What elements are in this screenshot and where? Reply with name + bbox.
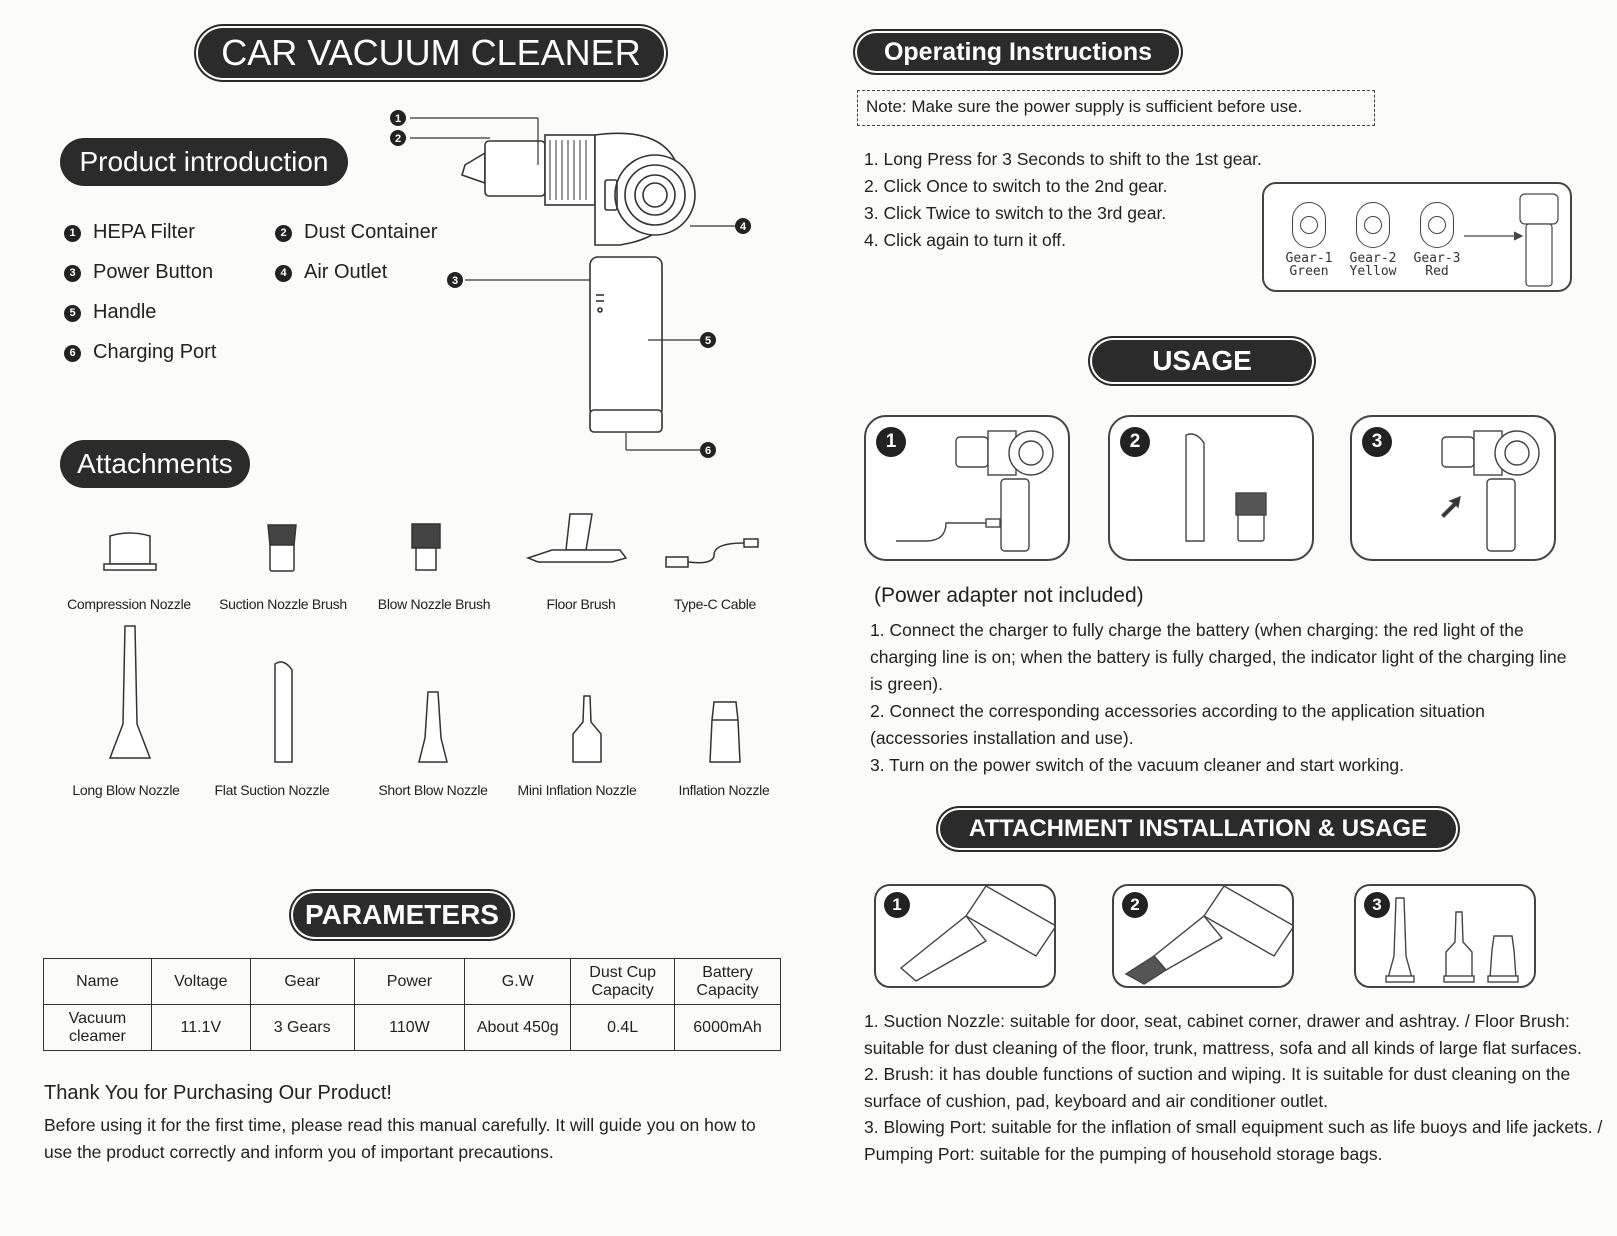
step-badge: 3 xyxy=(1364,892,1390,918)
list-item: 3. Click Twice to switch to the 3rd gear. xyxy=(864,203,1167,223)
step-badge: 1 xyxy=(876,427,906,457)
short-blow-nozzle-icon xyxy=(417,690,449,765)
long-blow-nozzle-icon xyxy=(108,624,152,764)
type-c-cable-icon xyxy=(664,535,764,575)
part-label: Air Outlet xyxy=(304,261,388,283)
flat-suction-nozzle-icon xyxy=(272,660,296,765)
gear-label: Gear-2 Yellow xyxy=(1349,251,1397,279)
power-icon xyxy=(1428,216,1446,234)
vacuum-charging-icon xyxy=(886,423,1066,557)
attachment-label: Floor Brush xyxy=(546,596,616,612)
power-icon xyxy=(1364,216,1382,234)
part-label: HEPA Filter xyxy=(93,221,195,243)
usage-note: (Power adapter not included) xyxy=(874,584,1144,607)
table-header-cell: Power xyxy=(354,959,465,1005)
parts-row xyxy=(64,212,437,252)
power-icon xyxy=(1300,216,1318,234)
mini-inflation-nozzle-icon xyxy=(569,694,605,766)
list-item: 2. Brush: it has double functions of suction and wiping. It is suitable for dust cleaning on the surface of cushion, pad, keyboard and air conditioner outlet. xyxy=(864,1064,1571,1111)
note-box xyxy=(857,90,1375,126)
thanks-heading: Thank You for Purchasing Our Product! xyxy=(44,1082,392,1104)
attach-usage-text xyxy=(864,1008,1604,1167)
attachment-label: Compression Nozzle xyxy=(67,596,191,612)
usage-step-1-box xyxy=(864,415,1070,561)
main-title: CAR VACUUM CLEANER xyxy=(198,28,664,78)
note-text: Note: Make sure the power supply is sufficient before use. xyxy=(866,97,1303,116)
part-number: 4 xyxy=(275,265,292,282)
parts-row xyxy=(64,252,437,292)
step-badge: 1 xyxy=(884,892,910,918)
usage-step-2-box xyxy=(1108,415,1314,561)
list-item: 1. Connect the charger to fully charge the battery (when charging: the red light of the charging line is on; when the battery is fully charged, the indicator light of the charging line is green). xyxy=(870,620,1567,694)
table-cell: 0.4L xyxy=(571,1005,675,1051)
parts-row xyxy=(64,332,437,372)
nozzle-install-icon xyxy=(876,886,1056,988)
table-header-cell: Gear xyxy=(250,959,354,1005)
list-item: 1. Long Press for 3 Seconds to shift to the 1st gear. xyxy=(864,149,1262,169)
usage-heading: USAGE xyxy=(1092,340,1312,382)
step-badge: 3 xyxy=(1362,427,1392,457)
usage-step-3-box xyxy=(1350,415,1556,561)
svg-text:3: 3 xyxy=(451,275,459,287)
list-item: 2. Click Once to switch to the 2nd gear. xyxy=(864,176,1168,196)
inflation-install-icon xyxy=(1356,886,1538,990)
attachment-label: Long Blow Nozzle xyxy=(72,782,180,798)
parts-row xyxy=(64,292,437,332)
part-label: Charging Port xyxy=(93,341,217,363)
parameters-table xyxy=(43,958,781,1051)
gear-3-button xyxy=(1420,202,1454,248)
table-header-cell: Dust Cup Capacity xyxy=(571,959,675,1005)
product-intro-heading: Product introduction xyxy=(60,138,348,186)
attachment-label: Blow Nozzle Brush xyxy=(377,596,491,612)
vacuum-power-icon xyxy=(1372,423,1552,557)
parameters-heading: PARAMETERS xyxy=(293,893,511,937)
table-row xyxy=(44,1005,781,1051)
table-header-cell: Battery Capacity xyxy=(675,959,781,1005)
vacuum-handle-icon xyxy=(1464,190,1568,288)
thanks-body: Before using it for the first time, please read this manual carefully. It will guide you on how to use the product correctly and inform you of important precautions. xyxy=(44,1115,756,1162)
gear-1-button xyxy=(1292,202,1326,248)
attachment-label: Mini Inflation Nozzle xyxy=(517,782,637,798)
table-cell: 110W xyxy=(354,1005,465,1051)
operating-instructions-heading: Operating Instructions xyxy=(857,33,1179,71)
svg-text:1: 1 xyxy=(394,113,402,125)
svg-text:2: 2 xyxy=(394,133,402,145)
table-cell: Vacuum cleamer xyxy=(44,1005,152,1051)
compression-nozzle-icon xyxy=(100,530,160,575)
table-cell: 6000mAh xyxy=(675,1005,781,1051)
list-item: 2. Connect the corresponding accessories according to the application situation (accessories installation and use). xyxy=(870,701,1485,748)
list-item: 4. Click again to turn it off. xyxy=(864,230,1067,250)
operating-steps xyxy=(864,146,1262,254)
gear-label: Gear-1 Green xyxy=(1285,251,1333,279)
part-label: Handle xyxy=(93,301,157,323)
attachment-label: Type-C Cable xyxy=(674,596,756,612)
step-badge: 2 xyxy=(1120,427,1150,457)
part-number: 6 xyxy=(64,345,81,362)
list-item: 3. Blowing Port: suitable for the inflation of small equipment such as life buoys and life jackets. / Pumping Port: suitable for the pumping of household storage bags. xyxy=(864,1117,1603,1164)
attachment-installation-heading: ATTACHMENT INSTALLATION & USAGE xyxy=(940,810,1456,848)
gear-panel xyxy=(1262,182,1572,292)
part-number: 5 xyxy=(64,305,81,322)
list-item: 1. Suction Nozzle: suitable for door, seat, cabinet corner, drawer and ashtray. / Floor Brush: suitable for dust cleaning of the floor, trunk, mattress, sofa and all kinds of large flat surfaces. xyxy=(864,1011,1582,1058)
vacuum-diagram xyxy=(390,105,780,475)
part-label: Dust Container xyxy=(304,221,438,243)
table-cell: 3 Gears xyxy=(250,1005,354,1051)
attach-step-3-box xyxy=(1354,884,1536,988)
attachment-label: Short Blow Nozzle xyxy=(378,782,488,798)
attachments-heading: Attachments xyxy=(60,440,250,488)
floor-brush-icon xyxy=(522,510,632,575)
part-number: 1 xyxy=(64,225,81,242)
table-cell: 11.1V xyxy=(151,1005,250,1051)
table-cell: About 450g xyxy=(465,1005,571,1051)
attach-step-2-box xyxy=(1112,884,1294,988)
table-header-cell: Name xyxy=(44,959,152,1005)
gear-2-button xyxy=(1356,202,1390,248)
part-number: 2 xyxy=(275,225,292,242)
blow-nozzle-brush-icon xyxy=(408,520,444,575)
brush-install-icon xyxy=(1114,886,1294,988)
table-header-cell: Voltage xyxy=(151,959,250,1005)
part-label: Power Button xyxy=(93,261,214,283)
inflation-nozzle-icon xyxy=(706,698,744,766)
svg-text:6: 6 xyxy=(704,445,712,457)
gear-label: Gear-3 Red xyxy=(1413,251,1461,279)
usage-steps xyxy=(870,617,1580,779)
suction-nozzle-brush-icon xyxy=(262,515,302,575)
table-header-row xyxy=(44,959,781,1005)
attach-step-1-box xyxy=(874,884,1056,988)
table-header-cell: G.W xyxy=(465,959,571,1005)
attachment-label: Suction Nozzle Brush xyxy=(219,596,347,612)
accessories-icon xyxy=(1180,431,1290,551)
attachment-label: Inflation Nozzle xyxy=(678,782,770,798)
part-number: 3 xyxy=(64,265,81,282)
svg-text:4: 4 xyxy=(739,221,747,233)
list-item: 3. Turn on the power switch of the vacuum cleaner and start working. xyxy=(870,755,1405,775)
step-badge: 2 xyxy=(1122,892,1148,918)
svg-text:5: 5 xyxy=(704,335,712,347)
parts-list xyxy=(64,212,437,372)
attachment-label: Flat Suction Nozzle xyxy=(214,782,330,798)
